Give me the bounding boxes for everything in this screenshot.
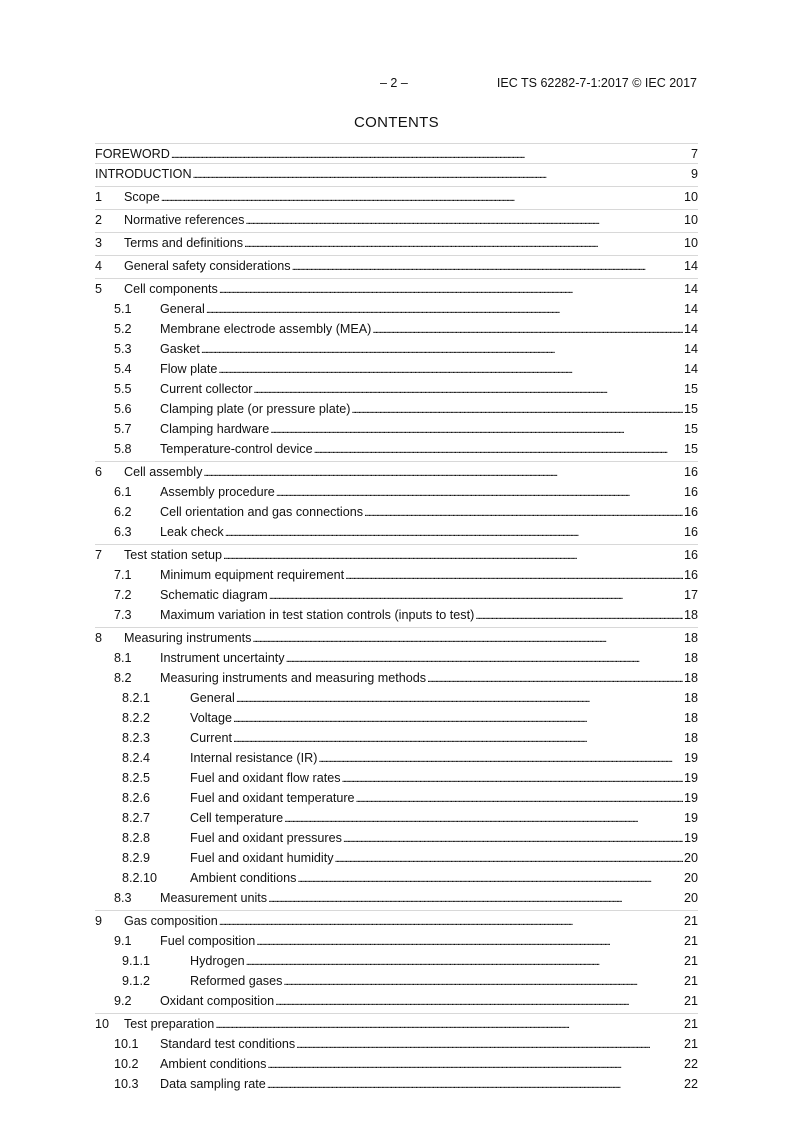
toc-dot-leader bbox=[296, 1035, 683, 1055]
toc-entry[interactable] bbox=[95, 669, 698, 689]
toc-entry-number: 8.2.2 bbox=[122, 711, 151, 725]
toc-entry-title: Gas composition bbox=[124, 914, 218, 928]
toc-entry[interactable] bbox=[95, 829, 698, 849]
toc-dot-leader bbox=[253, 380, 683, 400]
toc-entry-number: 8 bbox=[95, 631, 103, 645]
toc-entry-title: Schematic diagram bbox=[160, 588, 268, 602]
toc-entry-title: Scope bbox=[124, 190, 160, 204]
toc-entry-number: 7.1 bbox=[114, 568, 132, 582]
toc-entry[interactable] bbox=[95, 992, 698, 1012]
toc-entry-page: 18 bbox=[683, 608, 698, 622]
toc-entry-title: Flow plate bbox=[160, 362, 218, 376]
toc-entry[interactable] bbox=[95, 1035, 698, 1055]
toc-entry[interactable] bbox=[95, 503, 698, 523]
toc-entry-title: Clamping hardware bbox=[160, 422, 270, 436]
toc-entry[interactable] bbox=[95, 912, 698, 932]
toc-entry-title: Current bbox=[190, 731, 232, 745]
toc-entry-page: 20 bbox=[683, 851, 698, 865]
toc-entry-page: 21 bbox=[683, 1017, 698, 1031]
toc-entry-title: Standard test conditions bbox=[160, 1037, 296, 1051]
toc-entry-number: 8.2.9 bbox=[122, 851, 151, 865]
toc-dot-leader bbox=[283, 972, 683, 992]
toc-entry-title: Voltage bbox=[190, 711, 233, 725]
toc-entry[interactable] bbox=[95, 280, 698, 300]
toc-entry-title: Ambient conditions bbox=[160, 1057, 267, 1071]
toc-entry-number: 6.2 bbox=[114, 505, 132, 519]
toc-entry-page: 7 bbox=[690, 147, 698, 161]
toc-entry-number: 5.1 bbox=[114, 302, 132, 316]
toc-dot-leader bbox=[284, 809, 683, 829]
toc-entry-number: 6 bbox=[95, 465, 103, 479]
toc-entry-title: Terms and definitions bbox=[124, 236, 244, 250]
toc-entry-title: Measuring instruments and measuring methods bbox=[160, 671, 426, 685]
toc-entry-page: 14 bbox=[683, 322, 698, 336]
toc-entry-title: Data sampling rate bbox=[160, 1077, 266, 1091]
toc-entry[interactable] bbox=[95, 463, 698, 483]
toc-entry-page: 22 bbox=[683, 1077, 698, 1091]
toc-dot-leader bbox=[351, 400, 683, 420]
toc-entry-number: 10 bbox=[95, 1017, 110, 1031]
toc-entry-title: General bbox=[160, 302, 205, 316]
toc-entry-title: Gasket bbox=[160, 342, 200, 356]
standard-reference: IEC TS 62282-7-1:2017 © IEC 2017 bbox=[496, 76, 697, 90]
toc-entry-number: 8.2.6 bbox=[122, 791, 151, 805]
toc-entry-title: General bbox=[190, 691, 235, 705]
toc-entry-title: Assembly procedure bbox=[160, 485, 275, 499]
toc-entry-number: 4 bbox=[95, 259, 103, 273]
toc-entry-page: 20 bbox=[683, 891, 698, 905]
toc-entry[interactable] bbox=[95, 649, 698, 669]
toc-dot-leader bbox=[246, 952, 683, 972]
toc-entry-page: 18 bbox=[683, 691, 698, 705]
toc-entry[interactable] bbox=[95, 380, 698, 400]
toc-entry-page: 15 bbox=[683, 402, 698, 416]
toc-entry[interactable] bbox=[95, 809, 698, 829]
toc-entry-page: 18 bbox=[683, 711, 698, 725]
toc-entry-number: 8.2.8 bbox=[122, 831, 151, 845]
toc-entry-number: 9.1.1 bbox=[122, 954, 151, 968]
toc-entry-page: 14 bbox=[683, 342, 698, 356]
toc-entry-page: 10 bbox=[683, 213, 698, 227]
toc-entry-number: 8.2.4 bbox=[122, 751, 151, 765]
toc-entry-number: 9.2 bbox=[114, 994, 132, 1008]
toc-dot-leader bbox=[276, 483, 683, 503]
toc-entry-number: 10.2 bbox=[114, 1057, 139, 1071]
toc-entry-page: 10 bbox=[683, 190, 698, 204]
toc-entry-page: 20 bbox=[683, 871, 698, 885]
toc-entry[interactable] bbox=[95, 400, 698, 420]
toc-entry-page: 21 bbox=[683, 994, 698, 1008]
toc-entry-page: 18 bbox=[683, 651, 698, 665]
table-of-contents bbox=[95, 145, 698, 1095]
toc-dot-leader bbox=[219, 912, 683, 932]
toc-entry-page: 21 bbox=[683, 934, 698, 948]
toc-entry-title: Test preparation bbox=[124, 1017, 215, 1031]
toc-entry-title: Test station setup bbox=[124, 548, 223, 562]
toc-dot-leader bbox=[427, 669, 683, 689]
toc-entry-title: Measuring instruments bbox=[124, 631, 252, 645]
toc-entry-number: 5.3 bbox=[114, 342, 132, 356]
toc-entry-title: Ambient conditions bbox=[190, 871, 297, 885]
toc-entry[interactable] bbox=[95, 629, 698, 649]
toc-entry-number: 5.6 bbox=[114, 402, 132, 416]
toc-entry-page: 16 bbox=[683, 568, 698, 582]
toc-entry-title: Clamping plate (or pressure plate) bbox=[160, 402, 351, 416]
toc-dot-leader bbox=[215, 1015, 683, 1035]
toc-entry[interactable] bbox=[95, 165, 698, 185]
toc-entry[interactable] bbox=[95, 546, 698, 566]
toc-entry-page: 19 bbox=[683, 811, 698, 825]
toc-entry-page: 19 bbox=[683, 751, 698, 765]
toc-dot-leader bbox=[286, 649, 683, 669]
toc-entry[interactable] bbox=[95, 211, 698, 231]
toc-entry[interactable] bbox=[95, 420, 698, 440]
toc-dot-leader bbox=[203, 463, 683, 483]
toc-entry[interactable] bbox=[95, 188, 698, 208]
toc-entry-title: Fuel and oxidant humidity bbox=[190, 851, 334, 865]
toc-entry-number: 10.1 bbox=[114, 1037, 139, 1051]
toc-entry-number: 8.2.5 bbox=[122, 771, 151, 785]
toc-entry-title: Cell components bbox=[124, 282, 218, 296]
toc-dot-leader bbox=[236, 689, 683, 709]
toc-entry[interactable] bbox=[95, 360, 698, 380]
toc-dot-leader bbox=[342, 769, 683, 789]
toc-entry-title: Hydrogen bbox=[190, 954, 245, 968]
toc-entry-number: 7.3 bbox=[114, 608, 132, 622]
toc-dot-leader bbox=[475, 606, 683, 626]
toc-dot-leader bbox=[364, 503, 683, 523]
toc-dot-leader bbox=[269, 586, 683, 606]
toc-dot-leader bbox=[245, 211, 683, 231]
toc-entry-page: 19 bbox=[683, 771, 698, 785]
toc-entry-title: Membrane electrode assembly (MEA) bbox=[160, 322, 372, 336]
toc-entry-number: 5.4 bbox=[114, 362, 132, 376]
toc-entry-number: 9.1 bbox=[114, 934, 132, 948]
toc-entry-title: Instrument uncertainty bbox=[160, 651, 285, 665]
toc-entry-number: 5 bbox=[95, 282, 103, 296]
toc-entry[interactable] bbox=[95, 952, 698, 972]
toc-entry-number: 8.2.7 bbox=[122, 811, 151, 825]
toc-entry[interactable] bbox=[95, 789, 698, 809]
toc-entry-number: 7 bbox=[95, 548, 103, 562]
toc-dot-leader bbox=[343, 829, 683, 849]
toc-dot-leader bbox=[244, 234, 683, 254]
toc-entry-title: Cell assembly bbox=[124, 465, 203, 479]
toc-dot-leader bbox=[314, 440, 683, 460]
toc-dot-leader bbox=[270, 420, 683, 440]
toc-entry-title: FOREWORD bbox=[95, 147, 170, 161]
toc-entry-number: 5.5 bbox=[114, 382, 132, 396]
toc-dot-leader bbox=[233, 709, 683, 729]
toc-entry-page: 21 bbox=[683, 1037, 698, 1051]
toc-entry-number: 1 bbox=[95, 190, 103, 204]
toc-entry-page: 16 bbox=[683, 505, 698, 519]
toc-entry[interactable] bbox=[95, 869, 698, 889]
toc-entry-number: 8.1 bbox=[114, 651, 132, 665]
toc-entry-number: 7.2 bbox=[114, 588, 132, 602]
toc-entry[interactable] bbox=[95, 145, 698, 165]
toc-entry-number: 2 bbox=[95, 213, 103, 227]
toc-entry-number: 5.2 bbox=[114, 322, 132, 336]
toc-entry-number: 8.2.10 bbox=[122, 871, 158, 885]
toc-entry[interactable] bbox=[95, 300, 698, 320]
toc-dot-leader bbox=[292, 257, 683, 277]
toc-entry[interactable] bbox=[95, 689, 698, 709]
toc-entry-page: 16 bbox=[683, 465, 698, 479]
toc-entry-title: Cell temperature bbox=[190, 811, 284, 825]
toc-dot-leader bbox=[161, 188, 683, 208]
toc-dot-leader bbox=[252, 629, 683, 649]
toc-entry-title: Fuel and oxidant flow rates bbox=[190, 771, 341, 785]
toc-entry-number: 6.3 bbox=[114, 525, 132, 539]
toc-entry[interactable] bbox=[95, 606, 698, 626]
toc-entry-page: 14 bbox=[683, 302, 698, 316]
toc-entry[interactable] bbox=[95, 257, 698, 277]
toc-entry[interactable] bbox=[95, 586, 698, 606]
toc-entry-title: Reformed gases bbox=[190, 974, 283, 988]
toc-entry[interactable] bbox=[95, 234, 698, 254]
toc-dot-leader bbox=[275, 992, 683, 1012]
toc-entry-page: 22 bbox=[683, 1057, 698, 1071]
toc-dot-leader bbox=[218, 360, 683, 380]
toc-entry-page: 18 bbox=[683, 631, 698, 645]
toc-entry[interactable] bbox=[95, 972, 698, 992]
toc-entry[interactable] bbox=[95, 889, 698, 909]
toc-entry[interactable] bbox=[95, 749, 698, 769]
toc-entry[interactable] bbox=[95, 440, 698, 460]
toc-entry-title: Measurement units bbox=[160, 891, 268, 905]
toc-entry-page: 18 bbox=[683, 671, 698, 685]
toc-entry-page: 15 bbox=[683, 422, 698, 436]
toc-dot-leader bbox=[372, 320, 683, 340]
toc-entry-page: 21 bbox=[683, 954, 698, 968]
toc-dot-leader bbox=[193, 165, 685, 185]
toc-entry[interactable] bbox=[95, 483, 698, 503]
toc-dot-leader bbox=[201, 340, 683, 360]
toc-dot-leader bbox=[268, 889, 683, 909]
toc-entry-page: 19 bbox=[683, 831, 698, 845]
toc-dot-leader bbox=[267, 1055, 683, 1075]
toc-dot-leader bbox=[267, 1075, 683, 1095]
toc-dot-leader bbox=[233, 729, 683, 749]
toc-entry[interactable] bbox=[95, 1055, 698, 1075]
toc-entry[interactable] bbox=[95, 340, 698, 360]
toc-entry-page: 15 bbox=[683, 382, 698, 396]
toc-dot-leader bbox=[225, 523, 683, 543]
toc-entry-title: Cell orientation and gas connections bbox=[160, 505, 364, 519]
toc-dot-leader bbox=[256, 932, 683, 952]
toc-entry[interactable] bbox=[95, 729, 698, 749]
toc-entry-title: General safety considerations bbox=[124, 259, 291, 273]
toc-entry-number: 5.7 bbox=[114, 422, 132, 436]
toc-entry-number: 3 bbox=[95, 236, 103, 250]
toc-entry-title: Temperature-control device bbox=[160, 442, 313, 456]
toc-entry-page: 16 bbox=[683, 548, 698, 562]
toc-entry[interactable] bbox=[95, 1075, 698, 1095]
toc-dot-leader bbox=[318, 749, 683, 769]
page-number: – 2 – bbox=[380, 76, 408, 90]
toc-entry-title: Oxidant composition bbox=[160, 994, 275, 1008]
toc-entry-title: Fuel and oxidant pressures bbox=[190, 831, 342, 845]
toc-entry[interactable] bbox=[95, 849, 698, 869]
toc-entry-page: 16 bbox=[683, 525, 698, 539]
toc-entry-page: 16 bbox=[683, 485, 698, 499]
toc-entry-number: 8.2 bbox=[114, 671, 132, 685]
toc-entry-page: 21 bbox=[683, 974, 698, 988]
toc-entry-page: 15 bbox=[683, 442, 698, 456]
toc-entry-number: 9.1.2 bbox=[122, 974, 151, 988]
toc-entry-page: 14 bbox=[683, 362, 698, 376]
toc-entry-number: 8.2.1 bbox=[122, 691, 151, 705]
toc-entry-number: 9 bbox=[95, 914, 103, 928]
toc-entry[interactable] bbox=[95, 523, 698, 543]
toc-entry-number: 5.8 bbox=[114, 442, 132, 456]
toc-dot-leader bbox=[219, 280, 683, 300]
toc-entry-page: 19 bbox=[683, 791, 698, 805]
toc-dot-leader bbox=[171, 145, 685, 165]
toc-entry-title: Maximum variation in test station controls (inputs to test) bbox=[160, 608, 475, 622]
toc-entry-number: 8.2.3 bbox=[122, 731, 151, 745]
toc-entry[interactable] bbox=[95, 769, 698, 789]
toc-entry-title: Current collector bbox=[160, 382, 253, 396]
toc-dot-leader bbox=[356, 789, 683, 809]
toc-entry-title: Fuel composition bbox=[160, 934, 256, 948]
toc-entry-page: 10 bbox=[683, 236, 698, 250]
toc-entry-title: Minimum equipment requirement bbox=[160, 568, 345, 582]
toc-entry-title: Normative references bbox=[124, 213, 245, 227]
toc-entry-number: 6.1 bbox=[114, 485, 132, 499]
toc-entry-title: Fuel and oxidant temperature bbox=[190, 791, 355, 805]
toc-entry-number: 8.3 bbox=[114, 891, 132, 905]
toc-dot-leader bbox=[206, 300, 683, 320]
toc-entry-page: 17 bbox=[683, 588, 698, 602]
toc-entry-page: 14 bbox=[683, 282, 698, 296]
toc-entry-title: Leak check bbox=[160, 525, 224, 539]
toc-entry-title: INTRODUCTION bbox=[95, 167, 192, 181]
toc-dot-leader bbox=[223, 546, 683, 566]
toc-entry-title: Internal resistance (IR) bbox=[190, 751, 318, 765]
toc-dot-leader bbox=[345, 566, 683, 586]
toc-entry[interactable] bbox=[95, 932, 698, 952]
toc-entry[interactable] bbox=[95, 1015, 698, 1035]
toc-entry[interactable] bbox=[95, 709, 698, 729]
toc-entry[interactable] bbox=[95, 566, 698, 586]
toc-dot-leader bbox=[297, 869, 683, 889]
toc-entry-page: 21 bbox=[683, 914, 698, 928]
page-header bbox=[0, 76, 793, 92]
page-title: CONTENTS bbox=[354, 114, 439, 131]
toc-entry[interactable] bbox=[95, 320, 698, 340]
toc-entry-number: 10.3 bbox=[114, 1077, 139, 1091]
toc-dot-leader bbox=[335, 849, 683, 869]
toc-entry-page: 9 bbox=[690, 167, 698, 181]
toc-entry-page: 14 bbox=[683, 259, 698, 273]
toc-entry-page: 18 bbox=[683, 731, 698, 745]
